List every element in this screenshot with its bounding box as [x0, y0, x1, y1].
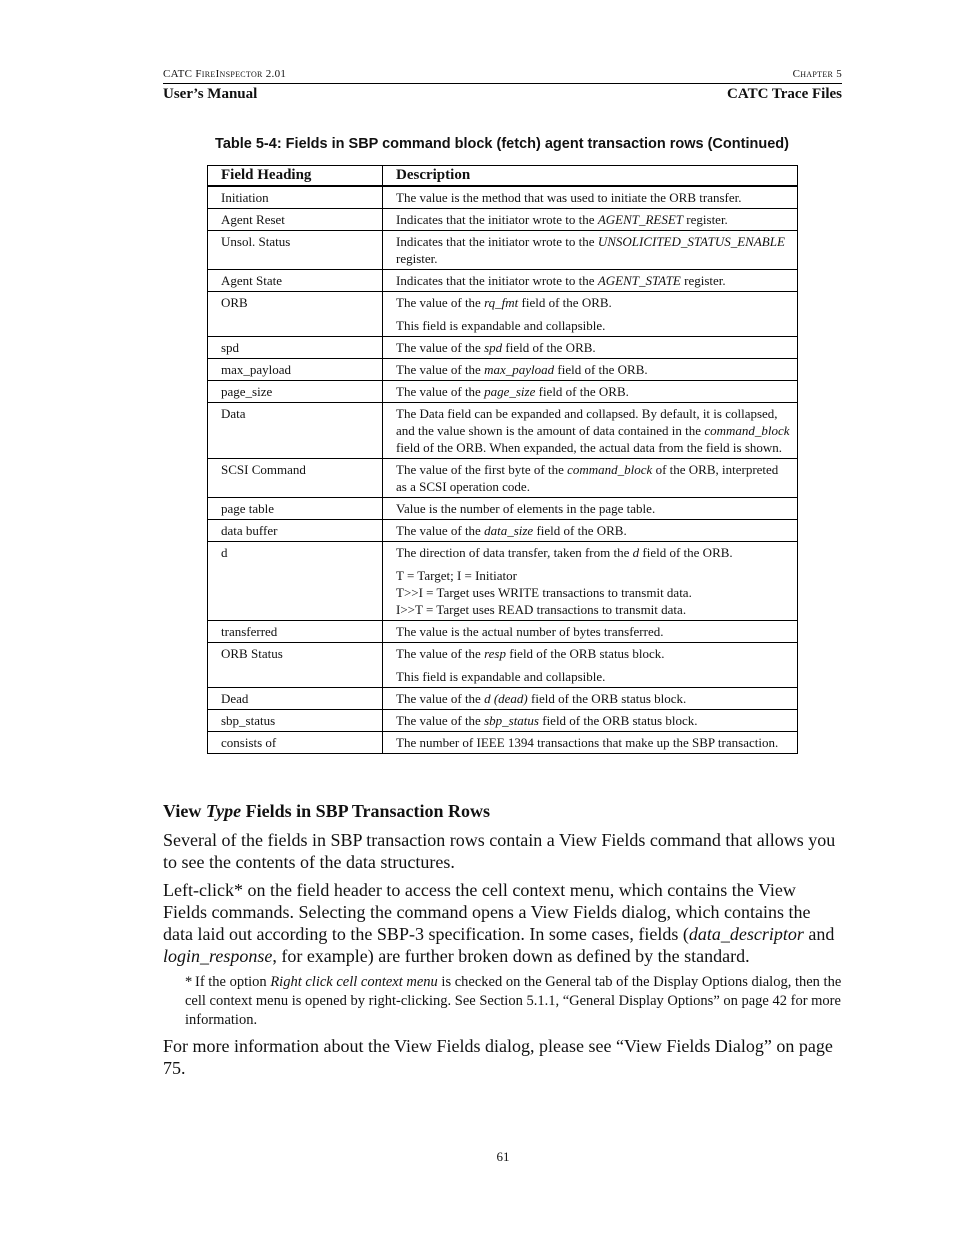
description-part: Indicates that the initiator wrote to the — [396, 212, 598, 227]
section-title-post: Fields in SBP Transaction Rows — [241, 801, 491, 821]
description-legend — [396, 567, 791, 618]
footnote-em: Right click cell context menu — [270, 974, 438, 990]
description-part: field of the ORB. — [535, 384, 629, 399]
description-text — [396, 712, 791, 729]
description-field-name: sbp_status — [484, 713, 539, 728]
description-text: The value is the method that was used to initiate the ORB transfer. — [396, 190, 742, 205]
description-cell — [383, 231, 798, 270]
footnote — [185, 973, 845, 1030]
description-cell — [383, 621, 798, 643]
description-text — [396, 294, 791, 311]
column-header-description: Description — [383, 166, 798, 187]
table-caption: Table 5-4: Fields in SBP command block (fetch) agent transaction rows (Continued) — [215, 136, 789, 152]
description-text — [396, 339, 791, 356]
description-part: The value of the — [396, 384, 485, 399]
table-row — [208, 732, 798, 754]
description-part: of the ORB, interpreted as a SCSI operation code. — [396, 462, 779, 494]
description-text — [396, 544, 791, 561]
field-heading-cell: d — [208, 542, 383, 621]
description-field-name: resp — [484, 646, 506, 661]
field-heading-cell: max_payload — [208, 359, 383, 381]
description-part: Indicates that the initiator wrote to the — [396, 273, 598, 288]
table-row — [208, 186, 798, 209]
field-heading-cell: SCSI Command — [208, 459, 383, 498]
table-row — [208, 381, 798, 403]
description-text: The value is the actual number of bytes transferred. — [396, 624, 664, 639]
field-heading-cell: consists of — [208, 732, 383, 754]
description-part: register. — [680, 273, 726, 288]
column-header-field: Field Heading — [208, 166, 383, 187]
description-part: The Data field can be expanded and collapsed. By default, it is collapsed, and the value shown is the amount of data contained in the — [396, 406, 778, 438]
description-text: The number of IEEE 1394 transactions that make up the SBP transaction. — [396, 735, 779, 750]
description-cell — [383, 209, 798, 231]
table-row — [208, 231, 798, 270]
table-row — [208, 337, 798, 359]
table-row — [208, 643, 798, 688]
field-heading-cell: Agent State — [208, 270, 383, 292]
description-field-name: UNSOLICITED_STATUS_ENABLE — [597, 234, 785, 249]
table-header-row — [208, 166, 798, 187]
field-heading-cell: ORB Status — [208, 643, 383, 688]
table-row — [208, 542, 798, 621]
description-cell — [383, 710, 798, 732]
description-text — [396, 405, 791, 456]
table-row — [208, 359, 798, 381]
table-row — [208, 710, 798, 732]
field-heading-cell: transferred — [208, 621, 383, 643]
paragraph-3: For more information about the View Fields dialog, please see “View Fields Dialog” on page 75. — [163, 1036, 833, 1078]
field-heading-cell: spd — [208, 337, 383, 359]
description-part: The value of the first byte of the — [396, 462, 568, 477]
description-cell — [383, 381, 798, 403]
page-number: 61 — [496, 1149, 510, 1164]
field-heading-cell: page table — [208, 498, 383, 520]
description-cell — [383, 459, 798, 498]
description-text — [396, 522, 791, 539]
description-part: field of the ORB status block. — [527, 691, 687, 706]
paragraph-1: Several of the fields in SBP transaction rows contain a View Fields command that allows you to see the contents of the data structures. — [163, 830, 836, 872]
description-part: The value of the — [396, 362, 485, 377]
field-heading-cell: Dead — [208, 688, 383, 710]
description-text — [396, 645, 791, 662]
description-cell — [383, 186, 798, 209]
field-heading-cell: page_size — [208, 381, 383, 403]
description-cell — [383, 403, 798, 459]
page-header — [163, 68, 842, 103]
paragraph-2 — [163, 879, 843, 967]
description-field-name: spd — [484, 340, 503, 355]
table-row — [208, 498, 798, 520]
description-text — [396, 233, 791, 267]
description-cell — [383, 498, 798, 520]
section-title-em: Type — [205, 801, 242, 821]
footnote-text-end: is checked on the General tab of the Display Options dialog, then the cell context menu is opened by right-clicking. See Section 5.1.1, “General Display Options” on page 42 for more information. — [185, 974, 842, 1028]
description-legend-line: I>>T = Target uses READ transactions to transmit data. — [396, 602, 687, 617]
description-text — [396, 211, 791, 228]
description-cell — [383, 542, 798, 621]
table-row — [208, 270, 798, 292]
section-title-pre: View — [163, 801, 206, 821]
description-part: field of the ORB. — [502, 340, 596, 355]
description-cell — [383, 643, 798, 688]
description-cell — [383, 732, 798, 754]
description-cell — [383, 520, 798, 542]
description-text — [396, 272, 791, 289]
description-part: field of the ORB. — [533, 523, 627, 538]
description-cell — [383, 292, 798, 337]
paragraph-2-text: Left-click* on the field header to access the cell context menu, which contains the View Fields commands. Selecting the command opens a View Fields dialog, which contains the data laid out according to the SBP-3 specification. In some cases, fields ( — [163, 880, 811, 944]
description-cell — [383, 688, 798, 710]
description-text — [396, 361, 791, 378]
description-note: This field is expandable and collapsible. — [396, 318, 606, 333]
paragraph-2-text-mid: and — [803, 924, 835, 944]
header-rule — [163, 83, 842, 84]
description-part: The direction of data transfer, taken from the — [396, 545, 633, 560]
table-row — [208, 403, 798, 459]
description-part: register. — [683, 212, 728, 227]
description-text — [396, 690, 791, 707]
description-part: The value of the — [396, 646, 485, 661]
field-heading-cell: data buffer — [208, 520, 383, 542]
description-field-name: AGENT_STATE — [597, 273, 681, 288]
description-part: field of the ORB. When expanded, the actual data from the field is shown. — [396, 440, 783, 455]
description-text — [396, 461, 791, 495]
description-field-name: max_payload — [484, 362, 555, 377]
description-part: The value of the — [396, 295, 485, 310]
paragraph-2-em-data-descriptor: data_descriptor — [688, 924, 804, 944]
description-field-name: command_block — [704, 423, 790, 438]
description-note: This field is expandable and collapsible. — [396, 669, 606, 684]
header-chapter: Chapter 5 — [792, 68, 842, 80]
description-part: field of the ORB. — [639, 545, 733, 560]
description-field-name: d — [632, 545, 640, 560]
description-part: field of the ORB status block. — [505, 646, 665, 661]
description-cell — [383, 270, 798, 292]
header-manual: User’s Manual — [163, 86, 258, 102]
description-legend-line: T = Target; I = Initiator — [396, 568, 517, 583]
fields-table — [207, 165, 798, 754]
description-legend-line: T>>I = Target uses WRITE transactions to transmit data. — [396, 585, 692, 600]
description-cell — [383, 359, 798, 381]
description-text — [396, 383, 791, 400]
field-heading-cell: Unsol. Status — [208, 231, 383, 270]
description-field-name: data_size — [484, 523, 534, 538]
field-heading-cell: Agent Reset — [208, 209, 383, 231]
header-product: CATC FireInspector 2.01 — [163, 68, 287, 80]
description-text: Value is the number of elements in the page table. — [396, 501, 656, 516]
footnote-text: If the option — [195, 974, 271, 990]
description-field-name: d (dead) — [484, 691, 528, 706]
paragraph-2-em-login-response: login_response — [163, 946, 273, 966]
header-section: CATC Trace Files — [727, 86, 842, 102]
table-row — [208, 459, 798, 498]
description-field-name: page_size — [484, 384, 536, 399]
section-title — [163, 801, 843, 822]
description-part: register. — [396, 251, 438, 266]
paragraph-2-text-end: , for example) are further broken down as defined by the standard. — [272, 946, 750, 966]
description-part: The value of the — [396, 340, 485, 355]
description-part: field of the ORB. — [554, 362, 648, 377]
description-part: field of the ORB status block. — [538, 713, 698, 728]
description-field-name: command_block — [567, 462, 653, 477]
field-heading-cell: sbp_status — [208, 710, 383, 732]
field-heading-cell: Data — [208, 403, 383, 459]
description-part: The value of the — [396, 713, 485, 728]
description-field-name: rq_fmt — [484, 295, 519, 310]
footnote-star: * — [185, 974, 193, 990]
table-row — [208, 621, 798, 643]
field-heading-cell: ORB — [208, 292, 383, 337]
field-heading-cell: Initiation — [208, 186, 383, 209]
description-part: The value of the — [396, 691, 485, 706]
description-part: Indicates that the initiator wrote to the — [396, 234, 598, 249]
table-row — [208, 688, 798, 710]
description-part: field of the ORB. — [518, 295, 612, 310]
table-row — [208, 292, 798, 337]
description-part: The value of the — [396, 523, 485, 538]
description-cell — [383, 337, 798, 359]
table-row — [208, 209, 798, 231]
description-field-name: AGENT_RESET — [597, 212, 684, 227]
table-row — [208, 520, 798, 542]
